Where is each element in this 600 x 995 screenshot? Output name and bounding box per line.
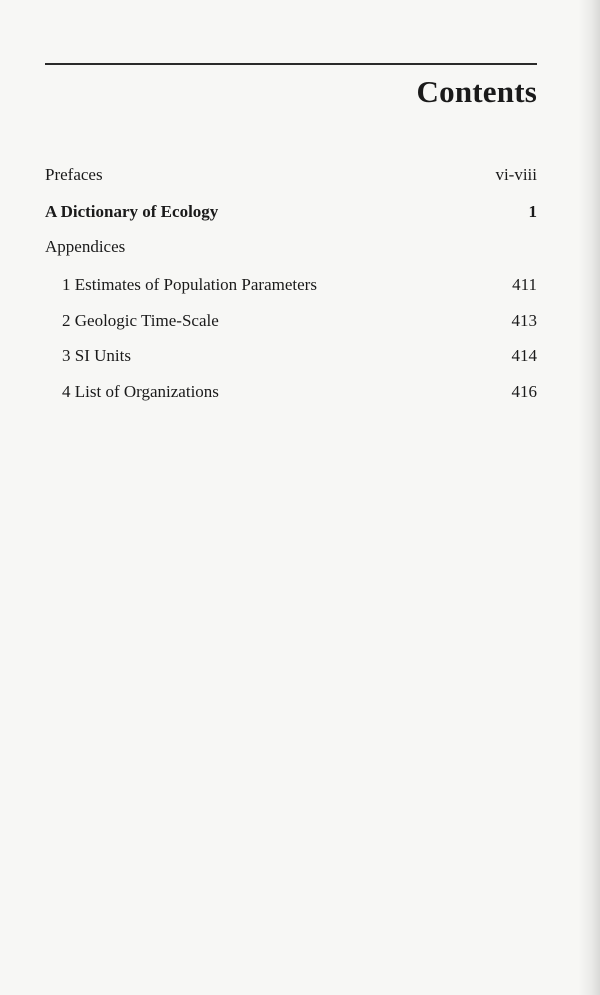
toc-entry-appendix-1 bbox=[45, 272, 537, 298]
toc-entry-page: vi-viii bbox=[495, 165, 537, 184]
toc-entry-appendix-2 bbox=[45, 308, 537, 334]
toc-entry-page: 413 bbox=[511, 311, 537, 330]
toc-entry-label: Appendices bbox=[45, 237, 126, 256]
toc-entry-label: 1 Estimates of Population Parameters bbox=[62, 275, 317, 294]
toc-entry-page: 1 bbox=[528, 202, 537, 221]
toc-entry-label: 3 SI Units bbox=[62, 346, 131, 365]
toc-entry-appendices bbox=[45, 234, 537, 260]
toc-entry-dictionary bbox=[45, 199, 537, 225]
toc-entry-page: 416 bbox=[511, 382, 537, 401]
header-rule bbox=[45, 63, 537, 65]
toc-entry-label: Prefaces bbox=[45, 165, 103, 184]
toc-entry-appendix-3 bbox=[45, 343, 537, 369]
toc-entry-page: 411 bbox=[512, 275, 537, 294]
toc-entry-label: 4 List of Organizations bbox=[62, 382, 219, 401]
toc-entry-appendix-4 bbox=[45, 379, 537, 405]
toc-entry-prefaces bbox=[45, 162, 537, 188]
toc-entry-page: 414 bbox=[511, 346, 537, 365]
page-title: Contents bbox=[416, 74, 537, 109]
toc-entry-label: 2 Geologic Time-Scale bbox=[62, 311, 219, 330]
page-edge-shadow bbox=[578, 0, 600, 995]
toc-entry-label: A Dictionary of Ecology bbox=[45, 202, 219, 221]
